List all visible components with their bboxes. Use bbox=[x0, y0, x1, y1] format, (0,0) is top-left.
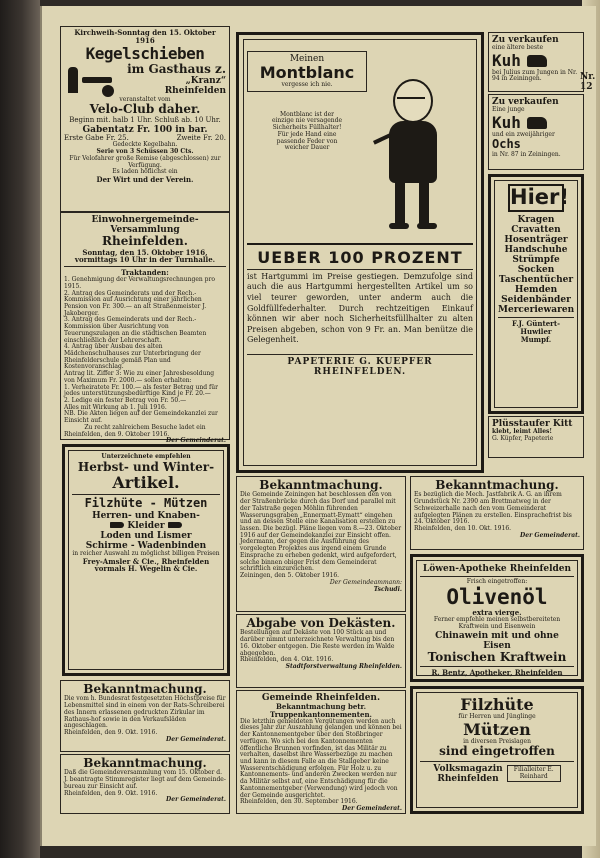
bek3-dateline: Zeiningen, den 5. Oktober 1916. bbox=[240, 572, 340, 580]
kitt-title: Plüsstaufer Kitt bbox=[492, 419, 573, 429]
ad-montblanc bbox=[236, 32, 484, 473]
hier-item: Kragen bbox=[517, 214, 555, 225]
apotheke-sub: Frisch eingetroffen: bbox=[466, 578, 528, 586]
kuh1-detail: bei Julius zum Jungen in Nr. 94 in Zeiningen. bbox=[492, 68, 578, 83]
herbst-shop-former: vormals H. Wegelin & Cie. bbox=[94, 564, 198, 574]
ad-hier-mumpf bbox=[488, 174, 584, 414]
kegel-town: Rheinfelden bbox=[164, 86, 226, 97]
ad-kegelschieben bbox=[60, 26, 230, 212]
dekast-signature: Stadtforstverwaltung Rheinfelden. bbox=[285, 663, 402, 671]
filz-title2: Mützen bbox=[463, 719, 531, 739]
bek3-sig1: Der Gemeindeammann: bbox=[329, 578, 402, 586]
herbst-line3 bbox=[72, 521, 220, 531]
notice-gemeindeversammlung bbox=[60, 212, 230, 445]
bek3-text: Die Gemeinde Zeiningen hat beschlossen den von der Straßenbrücke durch das Dorf und parallel mit der Talstraße gegen Möhlin führenden Wasserungsgraben „Ennermatt-Eymatt“ eingehen und an dessen Stelle eine Kanalisation erstellen zu lassen. Die bezügl. Pläne liegen vom 8.—23. Oktober 1916 auf der Gemeindekanzlei zur Einsicht offen. Jedermann, der gegen die Ausführung des vorgelegten Projektes aus irgend einem Grunde Einsprache zu erheben gedenkt, wird aufgefordert, solche binnen obiger Frist dem Gemeinderat schriftlich einzureichen. bbox=[240, 491, 402, 573]
filz-shop: Volksmagazin bbox=[433, 763, 503, 774]
kegel-org-line: veranstaltet vom bbox=[119, 95, 171, 103]
notice-jastfabrik bbox=[410, 476, 584, 550]
kegel-kicker: Kirchweih-Sonntag den 15. Oktober 1916 bbox=[74, 28, 216, 45]
kegel-gabe1: Erste Gabe Fr. 25. bbox=[64, 133, 129, 142]
gemeinde-dateline: Rheinfelden, den 9. Oktober 1916. bbox=[64, 430, 170, 438]
kuh1-title bbox=[492, 52, 580, 70]
apotheke-head: Löwen-Apotheke Rheinfelden bbox=[422, 564, 572, 574]
ad-kitt bbox=[488, 416, 584, 458]
bek2-text: Daß die Gemeindeversammlung vom 15. Oktober d. J. beantragte Stimmregister liegt auf dem Gemeinde-bureau zur Einsicht auf. bbox=[64, 769, 226, 790]
hier-item: Socken bbox=[517, 264, 555, 275]
hier-town: Mumpf. bbox=[520, 334, 552, 344]
apotheke-title: Olivenöl bbox=[446, 584, 548, 609]
gemeinde-town: Rheinfelden. bbox=[102, 234, 188, 249]
gemeinde-item: 3. Antrag des Gemeinderats und der Rech.-Kommission über Ausrichtung von Teuerungszulagen an die städtischen Beamten einschließlich der Lehrerschaft. bbox=[64, 316, 207, 344]
bek1-signature: Der Gemeinderat. bbox=[166, 735, 226, 743]
newspaper-page bbox=[40, 6, 596, 846]
bek4-dateline: Rheinfelden, den 10. Okt. 1916. bbox=[414, 525, 512, 533]
dekast-dateline: Rheinfelden, den 4. Okt. 1916. bbox=[240, 656, 334, 664]
apotheke-text: Ferner empfehle meinen selbstbereiteten Kraftwein und Eisenwein bbox=[433, 616, 561, 630]
kegel-gabe3: Gedeckte Kegelbahn. bbox=[112, 141, 178, 149]
bek2-dateline: Rheinfelden, den 9. Okt. 1916. bbox=[64, 789, 158, 797]
dekast-text: Bestellungen auf Dekäste von 100 Stück an und darüber nimmt unterzeichnete Verwaltung bis den 16. Oktober entgegen. Die Reste werden im Walde abgegeben. bbox=[240, 629, 395, 657]
ad-kuh-2 bbox=[488, 94, 584, 170]
truppen-text: Die letzthin gemeldeten Vergütungen werden auch dieses Jahr zur Auszahlung gelangen und können bei der Kantonnementgeber über den Stoßbringer verfügen. Wo sich bei den Kantonnementen öffentliche Brunnen vorfinden, ist das Militär zu verhalten, daselbst ihre Wasserbezüge zu machen und kann in diesem Falle an die Stallgeber keine Wasserentschädigung erfolgen. Für Holz u. zu Kantonnements- und anderen Zwecken werden nur da Militär selbst auf, eine Entschädigung für die Kantonnementgeber (Verwendung) wird jedoch von der Gemeinde ausgerichtet. bbox=[240, 717, 402, 799]
hier-item: Taschentücher bbox=[498, 274, 574, 285]
notice-zeiningen bbox=[236, 476, 406, 612]
kegel-illustration bbox=[64, 63, 116, 97]
ad-herbst-winter bbox=[62, 444, 230, 676]
hier-item: Hemden bbox=[514, 285, 558, 296]
kegel-venue: im Gasthaus z. bbox=[127, 61, 226, 76]
montblanc-body: ist Hartgummi im Preise gestiegen. Demzufolge sind auch die aus Hartgummi hergestellten Artikel um so viel teurer geworden, unter anderm auch die Goldfüllfederhalter. Durch rechtzeitigen Einkauf können wir aber noch Sicherheitsfüllhalter zu alten Preisen abgeben, schon von 9 Fr. an. Man benütze die Gelegenheit. bbox=[247, 271, 473, 345]
kitt-sub: klebt, leimt Alles! bbox=[492, 428, 553, 436]
kitt-shop: G. Küpfer, Papeterie bbox=[492, 434, 554, 442]
hier-item: Seidenbänder bbox=[501, 295, 571, 306]
kuh2-mid: und ein zweijähriger bbox=[492, 130, 555, 138]
herbst-line1: Filzhüte - Mützen bbox=[84, 496, 208, 511]
bek3-sig2: Tschudi. bbox=[373, 585, 402, 593]
bek1-title: Bekanntmachung. bbox=[83, 682, 207, 696]
hier-item: Merceriewaren bbox=[498, 305, 575, 316]
herbst-line2: Herren- und Knaben- bbox=[92, 510, 200, 521]
hier-item: Hosenträger bbox=[504, 234, 568, 245]
montblanc-brand: Montblanc bbox=[259, 63, 355, 83]
page-number-label: Nr. 12 bbox=[580, 72, 596, 93]
truppen-signature: Der Gemeinderat. bbox=[342, 805, 402, 813]
kegel-einl: Es laden höflichst ein bbox=[112, 168, 178, 176]
herbst-line5: Schirme - Wadenbinden bbox=[85, 540, 207, 551]
gemeinde-traktanden: Traktanden: bbox=[121, 268, 169, 278]
filz-town: Rheinfelden bbox=[437, 773, 499, 784]
herbst-pre: Unterzeichnete empfehlen bbox=[101, 453, 191, 460]
pointing-hand-icon bbox=[110, 522, 124, 528]
filz-branch: Filialleiter E. Reinhard bbox=[507, 765, 561, 782]
gemeinde-close: Zu recht zahlreichem Besuche ladet ein bbox=[84, 423, 206, 431]
cow-icon bbox=[527, 55, 547, 67]
hier-item: Strümpfe bbox=[512, 254, 560, 265]
filz-sub: für Herren und Jünglinge bbox=[458, 712, 536, 720]
notice-stimmregister bbox=[60, 754, 230, 814]
kuh2-detail: in Nr. 87 in Zeiningen. bbox=[492, 150, 561, 158]
kuh2-ochs: Ochs bbox=[492, 137, 521, 152]
kuh1-title-text: Kuh bbox=[492, 50, 521, 70]
book-binding bbox=[0, 0, 40, 858]
montblanc-slogan: vergesse ich nie. bbox=[281, 80, 333, 88]
gemeinde-item: Alles mit Wirkung ab 1. Juli 1916. bbox=[64, 403, 167, 411]
gemeinde-date: Sonntag, den 15. Oktober 1916, vormittags 10 Uhr in der Turnhalle. bbox=[74, 247, 216, 265]
herbst-title1: Herbst- und Winter- bbox=[77, 459, 215, 474]
pointing-hand-icon bbox=[168, 522, 182, 528]
bek3-title: Bekanntmachung. bbox=[259, 478, 383, 492]
gemeinde-item: NB. Die Akten liegen auf der Gemeindekanzlei zur Einsicht auf. bbox=[64, 410, 218, 425]
notice-dekaesten bbox=[236, 614, 406, 688]
gemeinde-title: Einwohnergemeinde-Versammlung bbox=[91, 215, 199, 236]
kegel-prize: Gabentatz Fr. 100 in bar. bbox=[82, 124, 208, 135]
truppen-title1: Bekanntmachung betr. bbox=[275, 702, 367, 712]
ad-loewen-apotheke bbox=[410, 554, 584, 682]
ad-kuh-1 bbox=[488, 32, 584, 92]
bek4-title: Bekanntmachung. bbox=[435, 478, 559, 492]
bek2-title: Bekanntmachung. bbox=[83, 756, 207, 770]
filz-arrived: sind eingetroffen bbox=[439, 744, 555, 759]
gemeinde-item: 1. Verheiratete Fr. 100.— als fester Betrag und für jedes unterstützungsbedürftige Kind je Fr. 20.— bbox=[64, 383, 218, 398]
kuh2-title bbox=[492, 114, 580, 132]
apotheke-signature: R. Bentz, Apotheker, Rheinfelden bbox=[431, 668, 563, 678]
kuh1-sub: eine ältere beste bbox=[492, 44, 544, 52]
notice-hoechstpreise bbox=[60, 680, 230, 752]
truppen-title2: Truppenkantonnementen. bbox=[270, 709, 372, 719]
kegel-gabe2: Zweite Fr. 20. bbox=[176, 133, 226, 142]
hier-item: Handschuhe bbox=[504, 244, 568, 255]
bek4-signature: Der Gemeinderat. bbox=[520, 531, 580, 539]
kuh1-top: Zu verkaufen bbox=[492, 35, 559, 45]
kegel-signature: Der Wirt und der Verein. bbox=[96, 175, 194, 185]
apotheke-quality: extra vierge. bbox=[472, 608, 522, 618]
dekast-title: Abgabe von Dekästen. bbox=[246, 616, 396, 630]
gemeinde-item: 4. Antrag über Ausbau des alten Mädchenschulhauses zur Unterbringung der Rheinfelderschule gemäß Plan und Kostenvoranschlag. bbox=[64, 343, 201, 371]
kuh2-title-text: Kuh bbox=[492, 112, 521, 132]
herbst-line4: Loden und Lismer bbox=[100, 530, 192, 541]
gemeinde-item: 2. Ledige ein fester Betrag von Fr. 50.— bbox=[64, 397, 187, 405]
gemeinde-item: Antrag lit. Ziffer 3: Wie zu einer Jahresbesoldung von Maximum Fr. 2000.— sollen erhalten: bbox=[64, 370, 215, 384]
bek2-signature: Der Gemeinderat. bbox=[166, 796, 226, 804]
bek4-text: Es bezüglich die Mech. Jastfabrik A. G. an ihrem Grundstück Nr. 2390 am Brettmatweg in der Schweizerhalle nach den vom Gemeinderat aufgelegten Plänen zu erstellen. Einsprachefrist bis 24. Oktober 1916. bbox=[414, 491, 572, 526]
kegel-fuhr: Für Velofahrer große Remise (abgeschlossen) zur Verfügung. bbox=[69, 154, 221, 169]
notice-truppenkantonnementen bbox=[236, 690, 406, 814]
montblanc-blurb: Montblanc ist der einzige nie versagende Sicherheits Füllhalter! Für jede Hand eine passende Feder von weicher Dauer bbox=[271, 110, 343, 152]
cow-icon bbox=[527, 117, 547, 129]
herbst-kleider: Kleider bbox=[127, 520, 165, 531]
ad-volksmagazin bbox=[410, 686, 584, 814]
kegel-serie: Serie von 3 Schüssen 30 Cts. bbox=[96, 148, 194, 156]
truppen-dateline: Rheinfelden, den 30. September 1916. bbox=[240, 798, 358, 806]
apotheke-tonic: Tonischen Kraftwein bbox=[427, 649, 567, 664]
montblanc-town: RHEINFELDEN. bbox=[313, 366, 407, 377]
kegel-time: Beginn mit. halb 1 Uhr. Schluß ab. 10 Uhr. bbox=[69, 115, 221, 124]
kegel-org: Velo-Club daher. bbox=[89, 102, 201, 117]
herbst-shop: Frey-Amsler & Cie., Rheinfelden bbox=[82, 556, 210, 566]
hier-item: Cravatten bbox=[511, 224, 561, 235]
kuh2-sub: Eine junge bbox=[492, 106, 525, 114]
herbst-title2: Artikel. bbox=[112, 473, 180, 493]
truppen-pre: Gemeinde Rheinfelden. bbox=[261, 693, 381, 703]
herbst-line6: in reicher Auswahl zu möglichst billigen Preisen bbox=[72, 549, 220, 557]
gemeinde-item: 1. Genehmigung der Verwaltungsrechnungen pro 1915. bbox=[64, 276, 215, 290]
filz-sub2: in diversen Preislagen bbox=[463, 737, 531, 745]
hier-title: Hier! bbox=[508, 184, 564, 212]
kegel-title: Kegelschieben bbox=[85, 43, 205, 63]
kuh2-top: Zu verkaufen bbox=[492, 97, 559, 107]
hier-shop: F.J. Güntert-Huwiler bbox=[511, 319, 560, 337]
montblanc-headline: UEBER 100 PROZENT bbox=[257, 248, 463, 267]
man-with-pen-illustration bbox=[367, 43, 467, 233]
gemeinde-item: 2. Antrag des Gemeinderats und der Rech.-Kommission auf Ausrichtung einer jährlichen Pension von Fr. 300.— an alt Straßenmeister J. Jakoberger. bbox=[64, 289, 207, 317]
filz-title: Filzhüte bbox=[460, 695, 534, 714]
apotheke-wine: Chinawein mit und ohne Eisen bbox=[435, 630, 559, 651]
kegel-venue-name: „Kranz“ bbox=[185, 76, 226, 87]
gemeinde-signature: Der Gemeinderat. bbox=[166, 437, 226, 445]
montblanc-meinen: Meinen bbox=[289, 54, 325, 64]
montblanc-shop: PAPETERIE G. KUEPFER bbox=[287, 356, 433, 367]
bek1-dateline: Rheinfelden, den 9. Okt. 1916. bbox=[64, 729, 158, 737]
bek1-text: Die vom h. Bundesrat festgesetzten Höchstpreise für Lebensmittel sind in einem von der Rats-Schreiberei des Innern erlassenen gedruckten Zirkular im Rathaus-hof sowie in den Verkaufsläden angeschlagen. bbox=[64, 695, 226, 730]
